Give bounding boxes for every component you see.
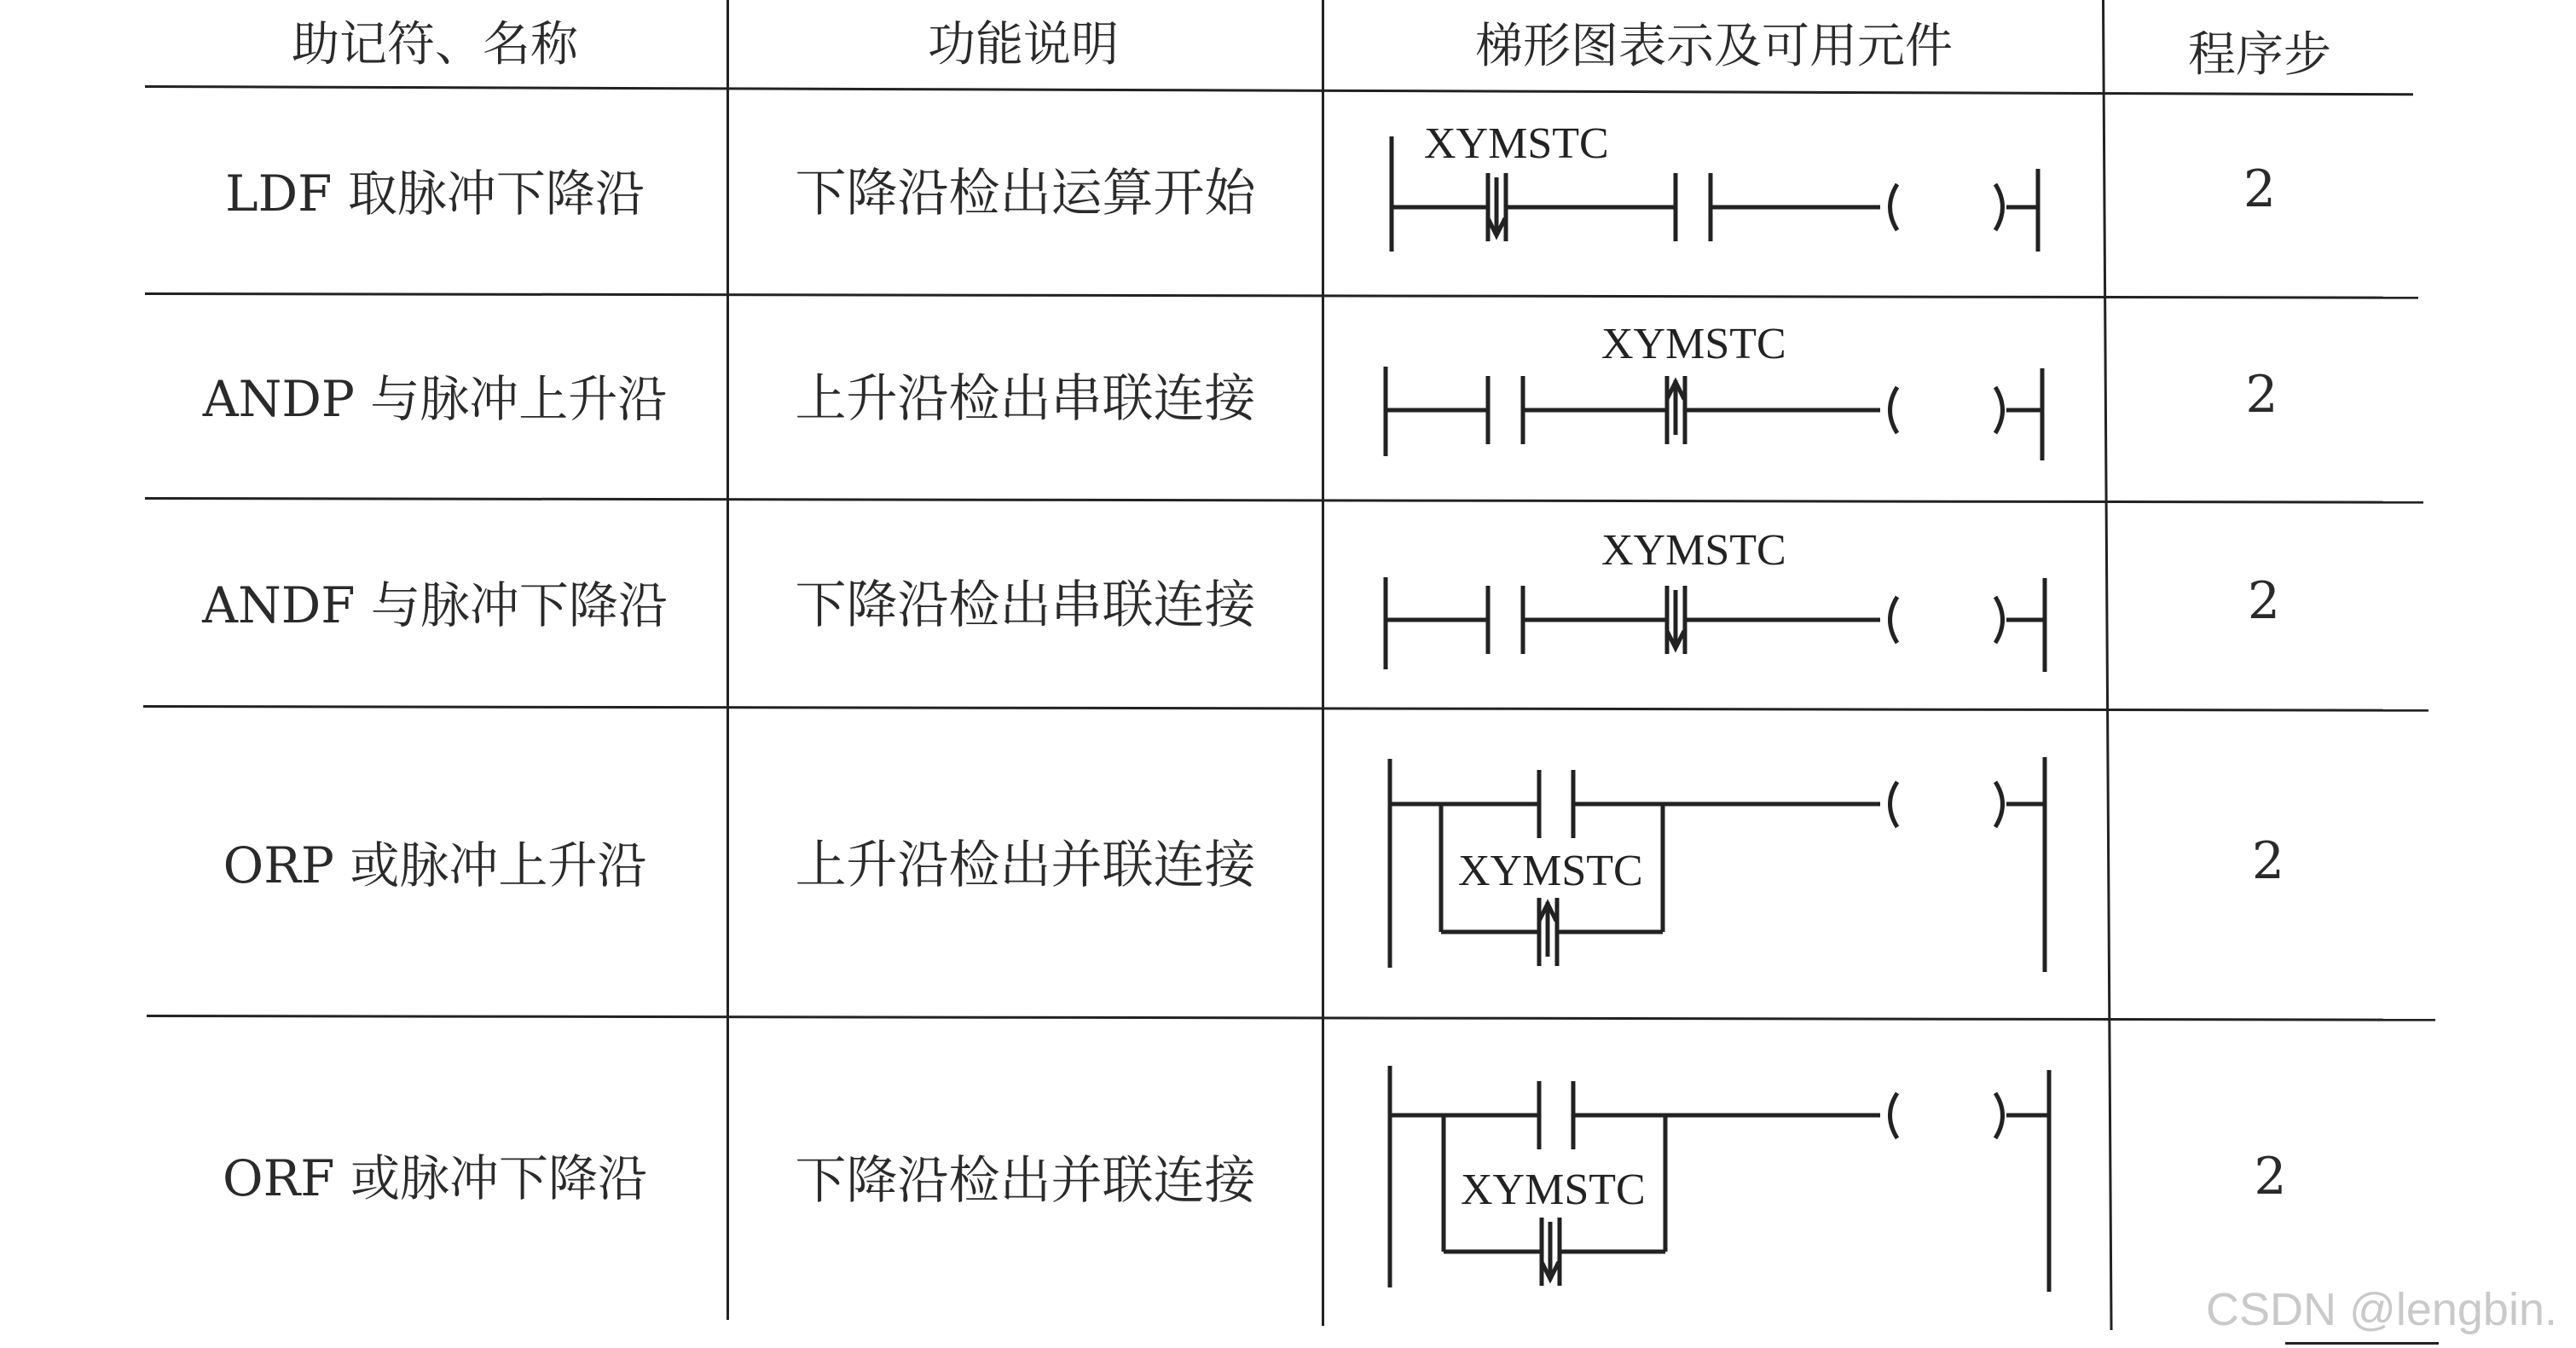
row-5-mnemonic: ORF 或脉冲下降沿: [223, 1149, 647, 1207]
rule-col-2: [1322, 0, 1324, 1326]
ladder-diagram-andf: [1330, 503, 2098, 699]
ladder-diagram-orf: [1330, 1023, 2098, 1322]
header-ladder: 梯形图表示及可用元件: [1475, 19, 1953, 74]
row-5-steps: 2: [2254, 1146, 2287, 1206]
ladder-diagram-ldf: [1330, 94, 2098, 290]
row-3-function: 下降沿检出串联连接: [795, 576, 1256, 635]
ladder-diagram-andp: [1330, 298, 2098, 495]
ladder-device-label-4: XYMSTC: [1458, 847, 1643, 895]
row-4-function: 上升沿检出并联连接: [795, 836, 1256, 895]
header-steps: 程序步: [2188, 27, 2331, 83]
row-4-mnemonic: ORP 或脉冲上升沿: [223, 836, 647, 894]
row-1-mnemonic: LDF 取脉冲下降沿: [225, 164, 645, 223]
rule-bottom-fragment: [2285, 1342, 2439, 1345]
ladder-device-label-5: XYMSTC: [1461, 1166, 1646, 1214]
header-function: 功能说明: [928, 16, 1119, 72]
row-2-mnemonic: ANDP 与脉冲上升沿: [202, 370, 668, 428]
row-2-function: 上升沿检出串联连接: [795, 369, 1256, 429]
ladder-diagram-orp: [1330, 716, 2098, 1006]
ladder-device-label-3: XYMSTC: [1601, 526, 1786, 575]
ladder-device-label-2: XYMSTC: [1601, 320, 1786, 368]
row-1-steps: 2: [2243, 159, 2277, 219]
row-3-steps: 2: [2247, 571, 2281, 631]
row-3-mnemonic: ANDF 与脉冲下降沿: [202, 576, 668, 634]
ladder-device-label-1: XYMSTC: [1424, 119, 1609, 168]
row-4-steps: 2: [2251, 831, 2285, 891]
header-mnemonic: 助记符、名称: [292, 16, 578, 72]
row-1-function: 下降沿检出运算开始: [795, 163, 1256, 223]
row-5-function: 下降沿检出并联连接: [795, 1150, 1256, 1211]
watermark-text: CSDN @lengbin.: [2206, 1284, 2557, 1335]
row-2-steps: 2: [2245, 365, 2278, 425]
